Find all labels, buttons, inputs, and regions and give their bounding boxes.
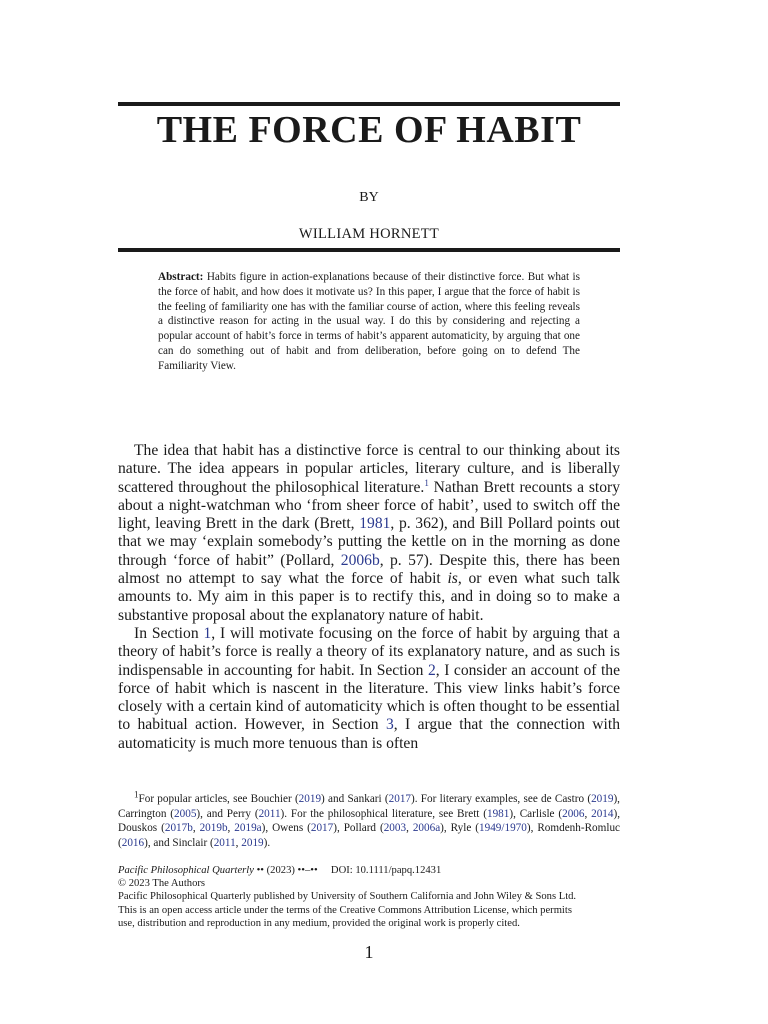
para2-text-c: , I consider an account of the force of habit which is nascent in the literature. This view links habit’s force closely with a certain kind of automaticity which is often thought to be essential to habitual action. However, in Section	[118, 661, 620, 734]
reference-link[interactable]: 1949/1970	[479, 822, 527, 835]
license-line-1: This is an open access article under the terms of the Creative Commons Attribution License, which permits	[118, 904, 572, 916]
footnote-text: ), Romdenh-Romluc (	[118, 822, 621, 849]
reference-link[interactable]: 2019	[591, 793, 614, 805]
byline-label: BY	[359, 190, 379, 205]
footnote-text: ), Douskos (	[118, 807, 621, 835]
para1-text-c: , p. 362), and Bill Pollard points out that we may ‘explain somebody’s putting the kettle on in the morning as done through ‘force of habit” (Pollard,	[118, 515, 621, 569]
header-bottom-rule	[118, 248, 620, 252]
reference-link[interactable]: 1981	[486, 807, 510, 820]
footnote-text: ).	[263, 836, 271, 849]
footnote-text: ), and Sinclair (	[144, 836, 214, 849]
journal-name: Pacific Philosophical Quarterly	[118, 865, 254, 876]
author-name: WILLIAM HORNETT	[298, 226, 440, 242]
publication-info	[118, 864, 620, 930]
reference-link[interactable]: 2003	[383, 822, 407, 835]
section-link[interactable]: 3	[385, 716, 394, 734]
reference-link[interactable]: 2011	[258, 807, 281, 820]
paragraph-1	[118, 442, 620, 625]
citation-link[interactable]: 1981	[359, 515, 391, 533]
abstract-text: Habits figure in action-explanations because of their distinctive force. But what is the force of habit, and how does it motivate us? In this paper, I argue that the force of habit is the feeling of familiarity one has with the familiar course of action, where this feeling reveals a distinctive reason for acting in the usual way. I do this by considering and rejecting a popular account of habit’s force in terms of habit’s apparent automaticity, by arguing that one can do something out of habit and from deliberation, before going on to defend The Familiarity View.	[158, 271, 580, 372]
footnote-text: ,	[406, 822, 413, 835]
footnote-text: ). For literary examples, see de Castro (	[411, 793, 592, 805]
footnote-1	[118, 789, 621, 850]
citation-link[interactable]: 2006b	[340, 551, 380, 569]
section-link[interactable]: 2	[428, 661, 436, 679]
footnote-text: ) and Sankari (	[321, 793, 389, 805]
footnote-text: ,	[192, 822, 200, 835]
journal-line	[118, 864, 620, 877]
para1-text-d: , p. 57). Despite this, there has been almost no attempt to say what the force of habit	[118, 551, 620, 588]
para2-text-a: In Section	[134, 624, 204, 642]
top-rule	[118, 102, 620, 106]
footnote-text: ), and Perry (	[196, 807, 259, 820]
reference-link[interactable]: 2019	[241, 836, 264, 849]
footnote-text: ), Carlisle (	[509, 807, 563, 820]
copyright-line: © 2023 The Authors	[118, 878, 206, 890]
reference-link[interactable]: 2014	[591, 807, 614, 820]
footnote-number: 1	[134, 789, 139, 800]
para1-text-b: Nathan Brett recounts a story about a night-watchman who ‘from sheer force of habit’, used to switch off the light, leaving Brett in the dark (Brett,	[118, 478, 621, 533]
reference-link[interactable]: 2019b	[199, 822, 228, 835]
para1-text-e: , or even what such talk amounts to. My aim in this paper is to rectify this, and in doing so to make a substantive proposal about the explanatory nature of habit.	[118, 570, 620, 624]
footnote-text: ), Carrington (	[118, 793, 620, 820]
footnote-text: ,	[235, 836, 242, 849]
footnote-text: ). For the philosophical literature, see Brett (	[280, 807, 487, 820]
footnote-text: ), Ryle (	[440, 822, 480, 835]
publisher-line: Pacific Philosophical Quarterly published by University of Southern California and John Wiley & Sons Ltd.	[118, 891, 577, 903]
reference-link[interactable]: 2005	[174, 807, 197, 820]
issue-doi: •• (2023) ••–•• DOI: 10.1111/papq.12431	[253, 865, 442, 876]
page-number: 1	[364, 942, 374, 962]
reference-link[interactable]: 2011	[213, 836, 236, 849]
reference-link[interactable]: 2019	[298, 793, 322, 805]
reference-link[interactable]: 2017b	[164, 822, 193, 835]
para2-text-b: , I will motivate focusing on the force of habit by arguing that a theory of habit’s force is really a theory of its explanatory nature, and as such is indispensable in accounting for habit. In Section	[118, 624, 620, 679]
footnote-text: ), Pollard (	[333, 822, 384, 835]
para2-text-d: , I argue that the connection with automaticity is much more tenuous than is often	[118, 716, 620, 752]
reference-link[interactable]: 2019a	[234, 822, 262, 835]
reference-link[interactable]: 2017	[388, 793, 412, 805]
license-line-2: use, distribution and reproduction in any medium, provided the original work is properly cited.	[118, 917, 520, 929]
reference-link[interactable]: 2017	[310, 822, 334, 835]
paragraph-2	[118, 625, 620, 753]
reference-link[interactable]: 2006	[562, 807, 585, 820]
reference-link[interactable]: 2006a	[412, 822, 441, 835]
para1-text-a: The idea that habit has a distinctive force is central to our thinking about its nature. The idea appears in popular articles, literary culture, and is liberally scattered throughout the philosophical literature.	[118, 442, 620, 496]
footnote-text: For popular articles, see Bouchier (	[138, 793, 299, 805]
body-text	[118, 442, 620, 753]
footnote-text: ), Owens (	[261, 822, 311, 835]
article-title: THE FORCE OF HABIT	[156, 109, 582, 151]
footnote-text: ,	[584, 807, 592, 820]
section-link[interactable]: 1	[203, 624, 212, 642]
para1-emphasis: is	[447, 570, 458, 588]
abstract	[158, 270, 580, 374]
footnote-ref-1[interactable]: 1	[424, 477, 429, 488]
reference-link[interactable]: 2016	[121, 836, 145, 849]
footnote-text: ,	[227, 822, 235, 835]
abstract-label: Abstract:	[158, 271, 204, 283]
